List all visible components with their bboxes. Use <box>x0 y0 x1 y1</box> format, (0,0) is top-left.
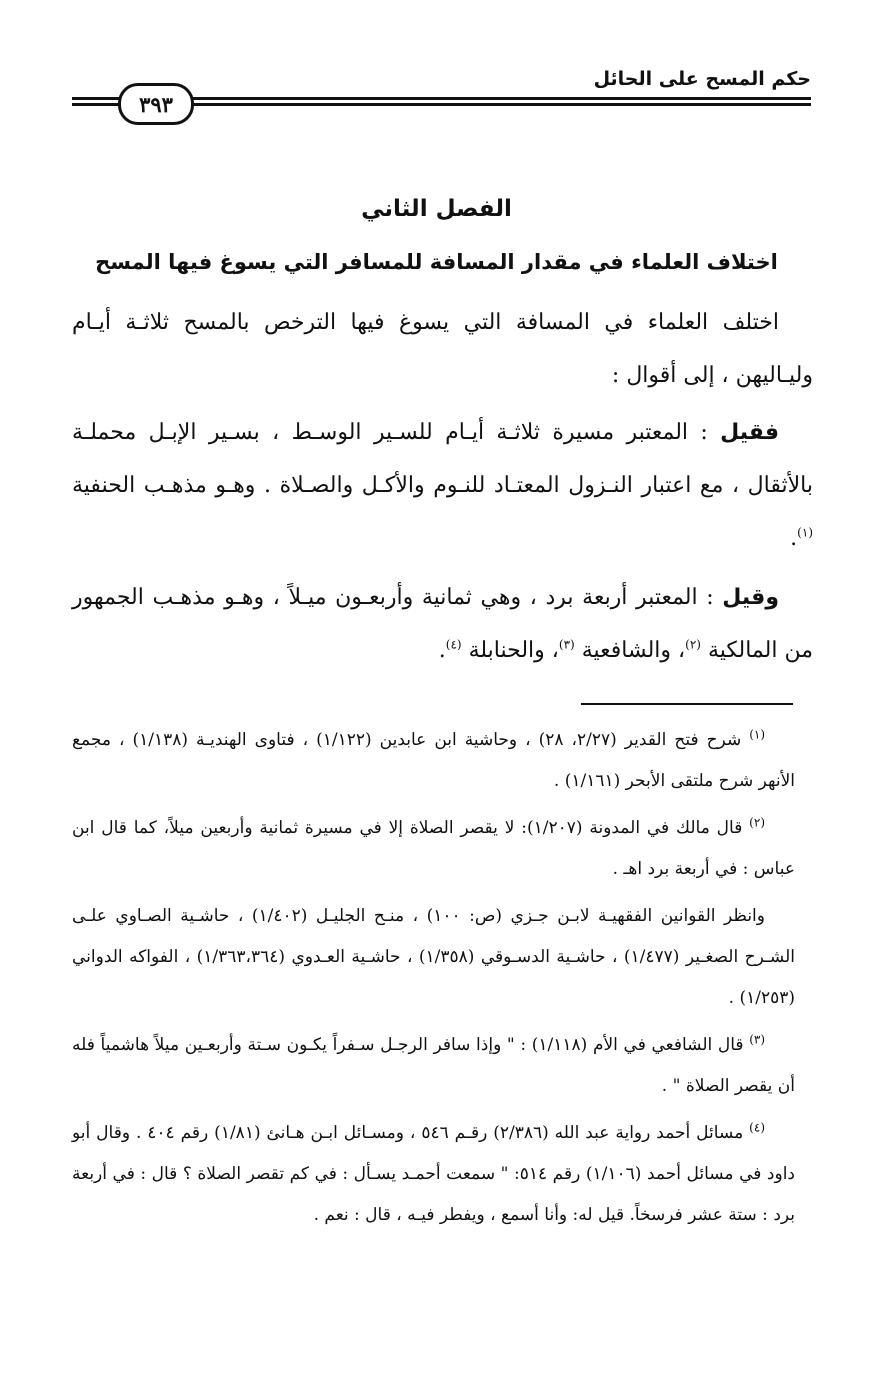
chapter-title: الفصل الثاني <box>361 196 512 222</box>
footnote-3 <box>72 1025 795 1107</box>
footnote-4-number: (٤) <box>749 1120 765 1135</box>
running-header-title: حكم المسح على الحائل <box>593 68 811 90</box>
footnote-ref-1[interactable]: (١) <box>797 525 813 540</box>
footnote-1-number: (١) <box>749 727 766 742</box>
footnotes-section <box>72 720 795 1236</box>
footnote-3-text: قال الشافعي في الأم (١/١١٨) : " وإذا سافر الرجـل سـفراً يكـون سـتة وأربعـين ميلاً هاشمياً فله أن يقصر الصلاة " . <box>72 1035 795 1096</box>
first-opinion-text: : المعتبر مسيرة ثلاثـة أيـام للسـير الوسـط ، بسـير الإبـل محملـة بالأثقال ، مع اعتبار النـزول المعتـاد للنـوم والأكـل والصـلاة . وهـو مذهـب الحنفية <box>72 420 813 498</box>
second-opinion-text: : المعتبر أربعة برد ، وهي ثمانية وأربعـون ميـلاً ، وهـو مذهـب الجمهور من المالكية <box>72 585 813 663</box>
footnote-2b-text: وانظر القوانين الفقهيـة لابـن جـزي (ص: ١٠٠) ، منـح الجليـل (١/٤٠٢) ، حاشـية الصـاوي علـى الشـرح الصغـير (١/٤٧٧) ، حاشـية الدسـوقي (١/٣٥٨) ، حاشـية العـدوي (١/٣٦٣،٣٦٤) ، الفواكه الدواني (١/٢٥٣) . <box>72 906 795 1008</box>
footnote-ref-2[interactable]: (٢) <box>685 637 701 652</box>
intro-paragraph <box>72 296 813 402</box>
footnote-ref-4[interactable]: (٤) <box>445 637 462 652</box>
footnote-1-text: شرح فتح القدير (٢/٢٧، ٢٨) ، وحاشية ابن عابدين (١/١٢٢) ، فتاوى الهنديـة (١/١٣٨) ، مجمع الأنهر شرح ملتقى الأبحر (١/١٦١) . <box>72 730 795 791</box>
header-rule-right <box>188 97 811 100</box>
footnote-ref-3[interactable]: (٣) <box>558 637 575 652</box>
page-number: ٣٩٣ <box>139 91 173 117</box>
paragraph-first-opinion <box>72 406 813 565</box>
footnote-4-text: مسائل أحمد رواية عبد الله (٢/٣٨٦) رقـم ٥٤٦ ، ومسـائل ابـن هـانئ (١/٨١) رقم ٤٠٤ . وقال أبو داود في مسائل أحمد (١/١٠٦) رقم ٥١٤: " سمعت أحمـد يسـأل : في كم تقصر الصلاة ؟ قال : في أربعة برد : ستة عشر فرسخاً. قيل له: وأنا أسمع ، ويفطر فيـه ، قال : نعم . <box>72 1123 795 1225</box>
intro-text: اختلف العلماء في المسافة التي يسوغ فيها الترخص بالمسح ثلاثـة أيـام وليـاليهن ، إلى أقوال : <box>72 310 813 388</box>
header-rule-right-lower <box>188 103 811 106</box>
first-opinion-lead: فقيل <box>720 420 779 445</box>
footnote-4 <box>72 1113 795 1236</box>
section-title: اختلاف العلماء في مقدار المسافة للمسافر التي يسوغ فيها المسح <box>95 250 778 274</box>
first-opinion-end: . <box>790 526 798 551</box>
paragraph-second-opinion <box>72 571 813 677</box>
second-opinion-lead: وقيل <box>722 585 779 610</box>
footnote-separator <box>581 703 793 705</box>
header-rule-left-lower <box>72 103 120 106</box>
header-rule-left <box>72 97 120 100</box>
footnote-1 <box>72 720 795 802</box>
footnote-2-continued <box>72 896 795 1019</box>
footnote-3-number: (٣) <box>749 1032 766 1047</box>
footnote-2 <box>72 808 795 890</box>
page-number-badge <box>118 83 194 125</box>
footnote-2-number: (٢) <box>749 815 765 830</box>
second-opinion-end: . <box>438 638 446 663</box>
second-opinion-shafii: ، والشافعية <box>574 638 686 663</box>
second-opinion-hanbali: ، والحنابلة <box>461 638 559 663</box>
footnote-2-text: قال مالك في المدونة (١/٢٠٧): لا يقصر الصلاة إلا في مسيرة ثمانية وأربعين ميلاً، كما قال ابن عباس : في أربعة برد اهـ . <box>72 818 795 879</box>
